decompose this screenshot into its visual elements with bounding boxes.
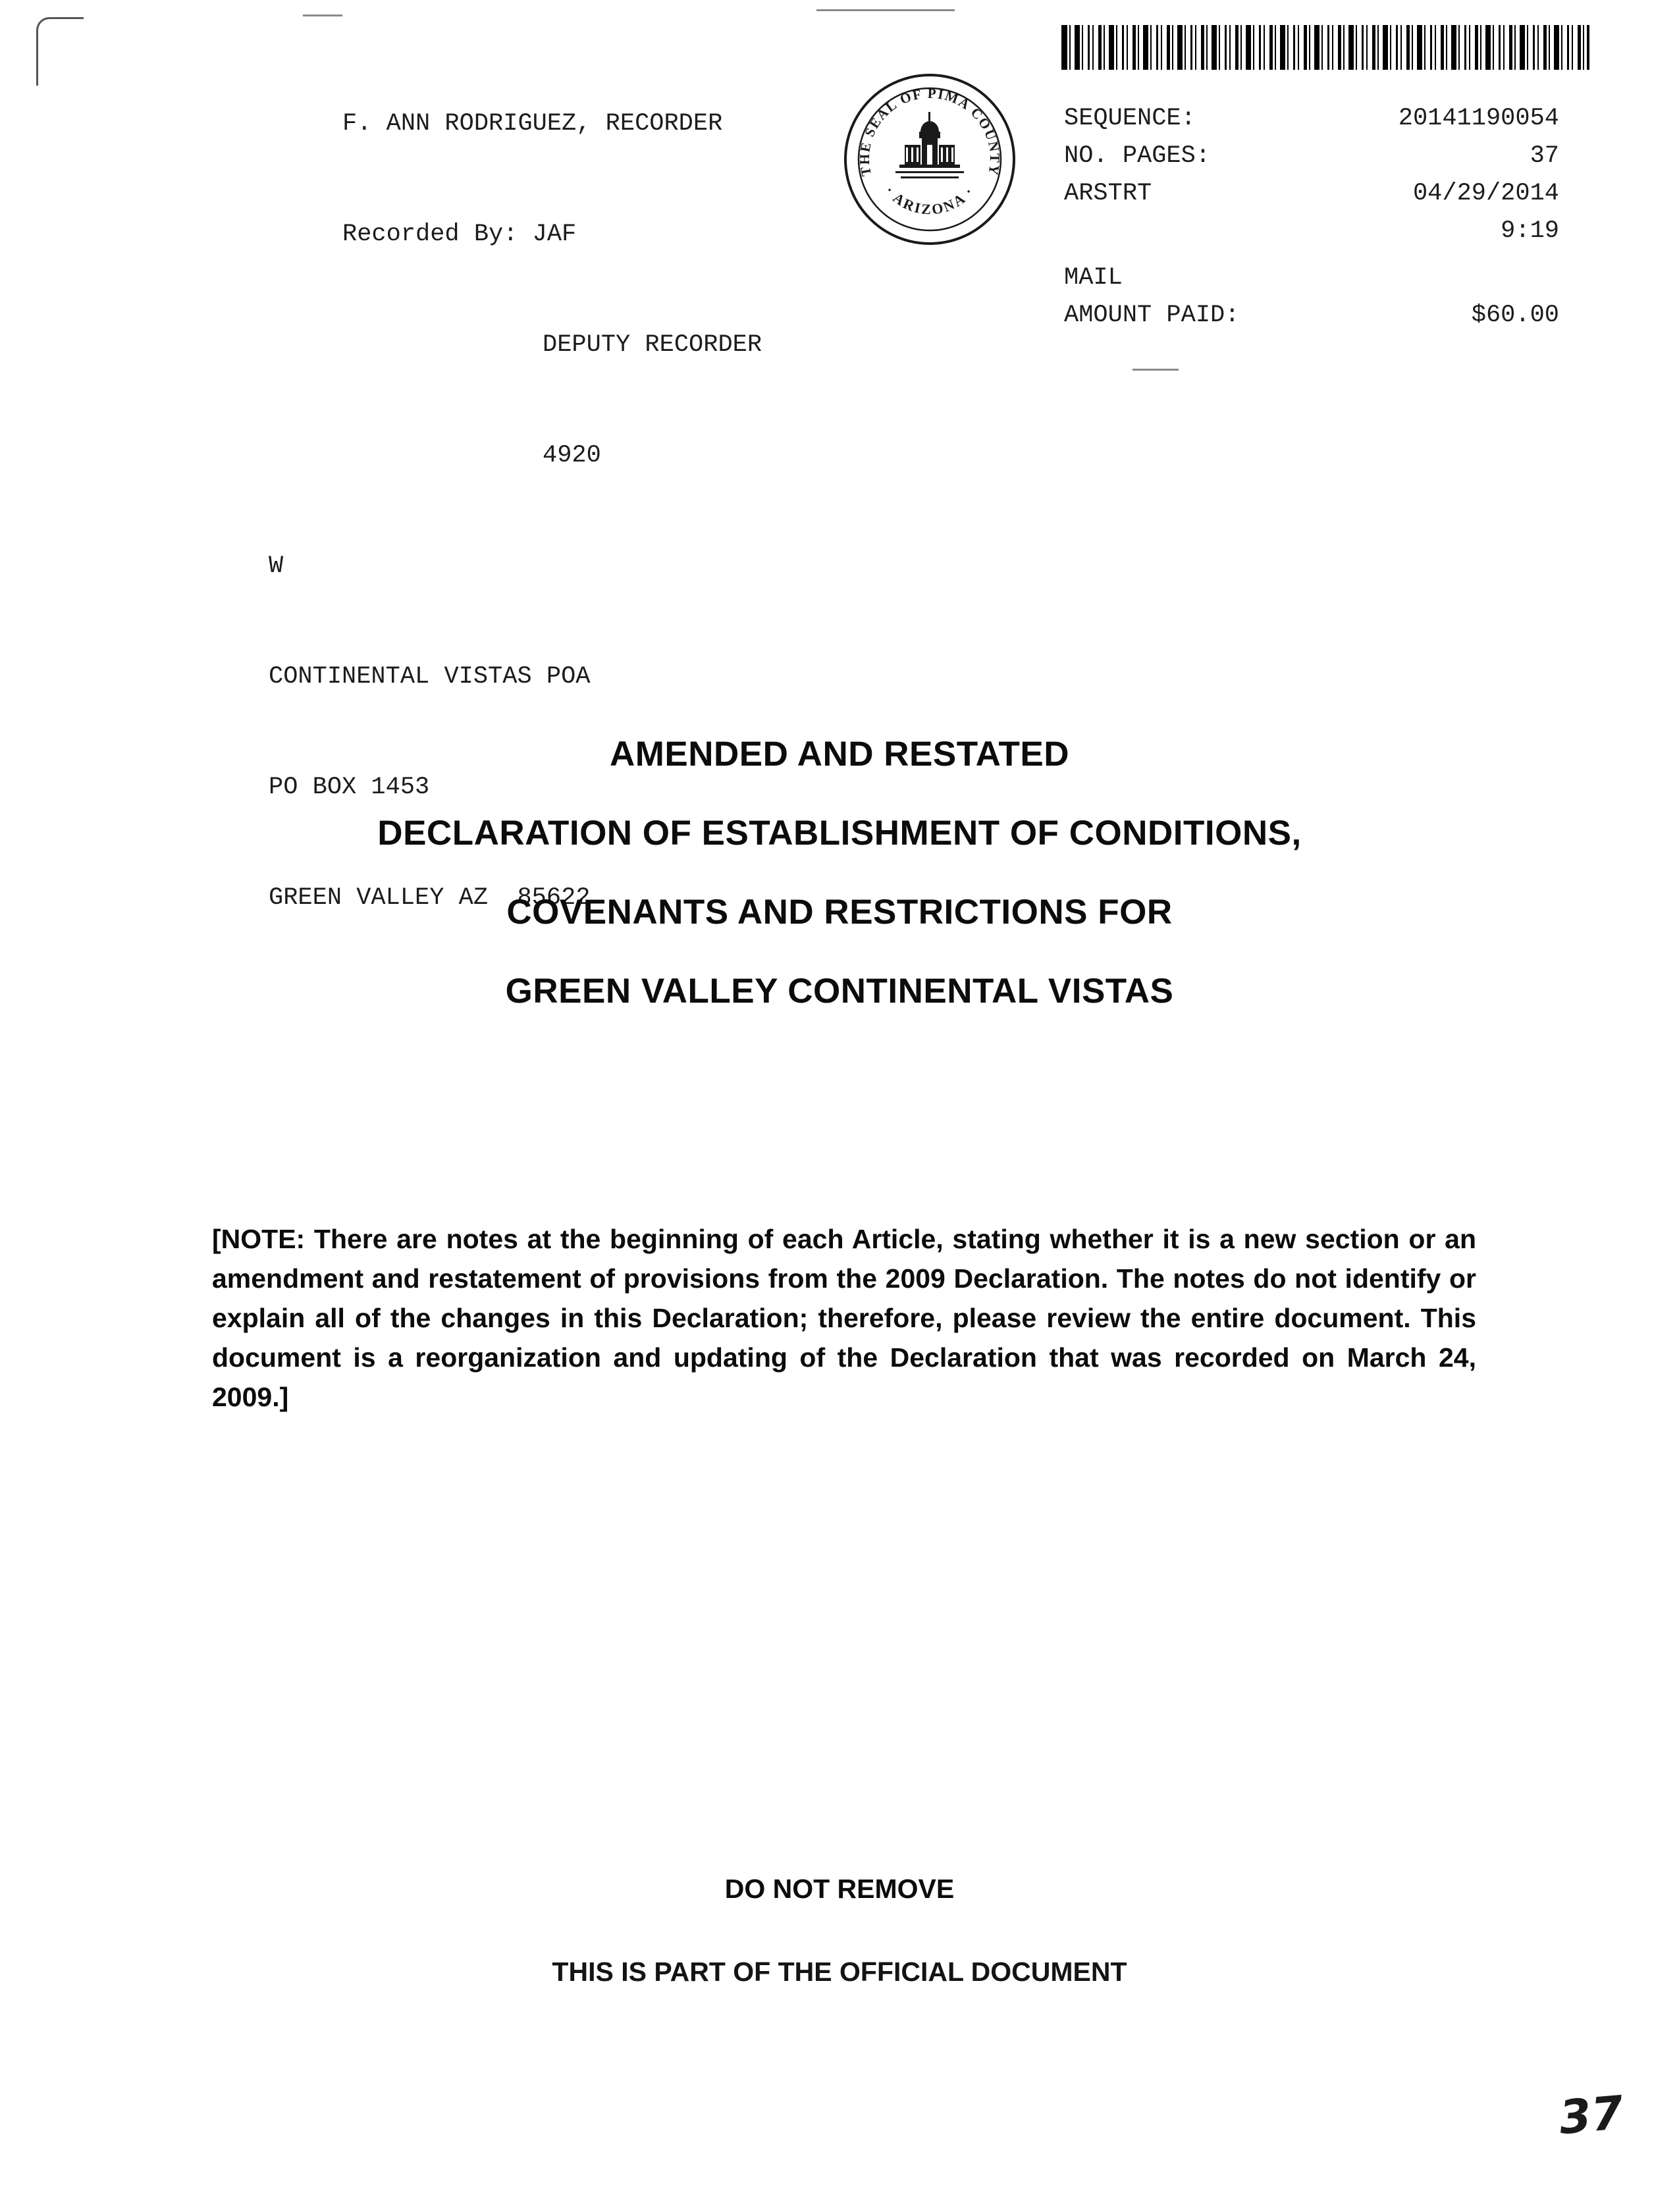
recording-info <box>1064 100 1559 334</box>
info-label: SEQUENCE: <box>1064 105 1196 132</box>
title-line-3: COVENANTS AND RESTRICTIONS FOR <box>506 893 1173 932</box>
info-value: 04/29/2014 <box>1412 180 1559 207</box>
info-value: 20141190054 <box>1398 105 1559 132</box>
info-label: NO. PAGES: <box>1064 142 1211 170</box>
info-value: 37 <box>1530 142 1559 170</box>
info-row-arstrt <box>1064 175 1559 213</box>
info-value: $60.00 <box>1471 302 1559 329</box>
barcode <box>1061 25 1589 70</box>
info-label: AMOUNT PAID: <box>1064 302 1240 329</box>
title-line-2: DECLARATION OF ESTABLISHMENT OF CONDITIONS, <box>377 814 1302 853</box>
scan-artifact <box>816 9 955 11</box>
deputy-recorder: DEPUTY RECORDER <box>543 331 762 359</box>
scan-artifact <box>303 14 342 16</box>
deputy-number: 4920 <box>543 442 601 469</box>
note-paragraph: [NOTE: There are notes at the beginning of each Article, stating whether it is a new section or an amendment and restatement of provisions from the 2009 Declaration. The notes do not identify or explain all of the changes in this Declaration; therefore, please review the entire document. This document is a reorganization and updating of the Declaration that was recorded on March 24, 2009.] <box>212 1224 1476 1412</box>
official-document-text: THIS IS PART OF THE OFFICIAL DOCUMENT <box>552 1957 1127 1987</box>
info-row-pages <box>1064 138 1559 175</box>
seal-top-text: THE SEAL OF PIMA COUNTY <box>856 85 1003 178</box>
info-row-time <box>1064 213 1559 250</box>
recorded-by: Recorded By: JAF <box>342 221 577 248</box>
scan-artifact <box>1133 369 1179 371</box>
addressee-po-box: PO BOX 1453 <box>269 774 430 801</box>
addressee-name: CONTINENTAL VISTAS POA <box>269 663 591 691</box>
recorder-name: F. ANN RODRIGUEZ, RECORDER <box>342 110 723 138</box>
info-row-sequence <box>1064 100 1559 138</box>
handwritten-page-number: 37 <box>1557 2085 1626 2146</box>
info-row-amount-paid <box>1064 297 1559 334</box>
document-title <box>0 736 1679 1052</box>
scan-corner-bracket <box>36 17 84 86</box>
mail-code: W <box>269 552 284 580</box>
do-not-remove-text: DO NOT REMOVE <box>724 1874 955 1904</box>
info-label: ARSTRT <box>1064 180 1152 207</box>
courthouse-illustration <box>895 112 964 178</box>
pima-county-seal <box>841 71 1018 248</box>
seal-bottom-text: · ARIZONA · <box>882 182 978 218</box>
info-row-mail <box>1064 259 1559 297</box>
info-label: MAIL <box>1064 264 1123 292</box>
title-line-1: AMENDED AND RESTATED <box>609 735 1070 774</box>
title-line-4: GREEN VALLEY CONTINENTAL VISTAS <box>505 972 1174 1011</box>
seal-graphic <box>841 71 1018 248</box>
addressee-city-state-zip: GREEN VALLEY AZ 85622 <box>269 884 591 912</box>
info-value: 9:19 <box>1501 217 1559 245</box>
